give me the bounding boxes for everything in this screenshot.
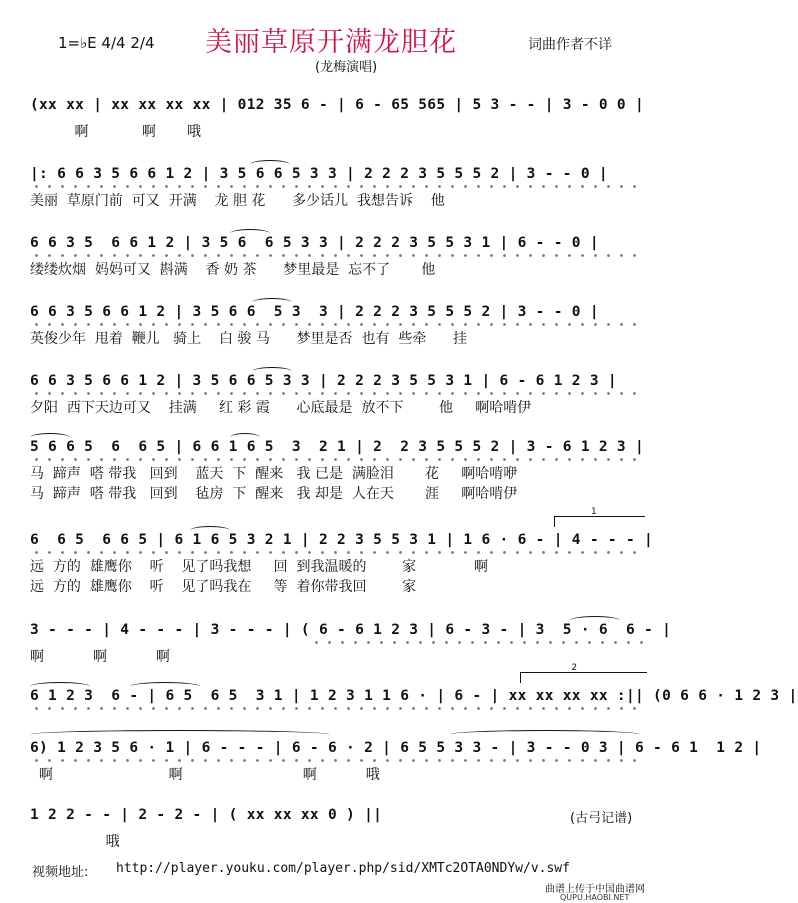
notation-line: 6 6 3 5 6 6 1 2 | 3 5 6 6 5 3 3 | 2 2 2 3 5 5 3 1 | 6 - 6 1 2 3 |	[30, 373, 617, 389]
tie-mark	[30, 730, 330, 739]
watermark-domain: QUPU.HAOBI.NET	[560, 893, 630, 902]
notation-line: 5 6 6 5 6 6 5 | 6 6 1 6 5 3 2 1 | 2 2 3 5 5 5 2 | 3 - 6 1 2 3 |	[30, 439, 645, 455]
lyric-line: 远 方的 雄鹰你 听 见了吗我想 回 到我温暖的 家 啊	[30, 559, 489, 575]
lyric-line: 缕缕炊烟 妈妈可又 斟满 香 奶 茶 梦里最是 忘不了 他	[30, 262, 436, 278]
octave-dots	[30, 184, 646, 189]
video-address-link[interactable]: http://player.youku.com/player.php/sid/XMTc2OTA0NDYw/v.swf	[116, 861, 570, 876]
notation-line: 1 2 2 - - | 2 - 2 - | ( xx xx xx 0 ) ||	[30, 807, 383, 823]
lyric-line: 夕阳 西下天边可又 挂满 红 彩 霞 心底最是 放不下 他 啊哈啃伊	[30, 400, 532, 416]
lyric-line: 远 方的 雄鹰你 听 见了吗我在 等 着你带我回 家	[30, 579, 417, 595]
octave-dots	[30, 391, 646, 396]
lyric-line: 美丽 草原门前 可又 开满 龙 胆 花 多少话儿 我想告诉 他	[30, 193, 445, 209]
lyric-line: 啊 啊 哦	[30, 124, 202, 140]
tie-mark	[450, 730, 640, 739]
song-title: 美丽草原开满龙胆花	[205, 27, 457, 58]
octave-dots	[30, 322, 646, 327]
video-address-label: 视频地址:	[32, 865, 89, 880]
lyric-line: 哦	[30, 834, 120, 850]
notation-line: 6 6 3 5 6 6 1 2 | 3 5 6 6 5 3 3 | 2 2 2 3 5 5 5 2 | 3 - - 0 |	[30, 304, 599, 320]
octave-dots	[30, 758, 646, 763]
notation-line: (xx xx | xx xx xx xx | 012 35 6 - | 6 - 65 565 | 5 3 - - | 3 - 0 0 |	[30, 97, 645, 113]
notation-line: 6 6 5 6 6 5 | 6 1 6 5 3 2 1 | 2 2 3 5 5 3 1 | 1 6 · 6 - | 4 - - - |	[30, 532, 654, 548]
notation-line: 6 1 2 3 6 - | 6 5 6 5 3 1 | 1 2 3 1 1 6 · | 6 - | xx xx xx xx :|| (0 6 6 · 1 2 3 |	[30, 688, 798, 704]
octave-dots	[30, 706, 646, 711]
notation-line: 3 - - - | 4 - - - | 3 - - - | ( 6 - 6 1 2 3 | 6 - 3 - | 3 5 · 6 6 - |	[30, 622, 672, 638]
notation-line: |: 6 6 3 5 6 6 1 2 | 3 5 6 6 5 3 3 | 2 2 2 3 5 5 5 2 | 3 - - 0 |	[30, 166, 608, 182]
notation-line: 6 6 3 5 6 6 1 2 | 3 5 6 6 5 3 3 | 2 2 2 3 5 5 3 1 | 6 - - 0 |	[30, 235, 599, 251]
octave-dots	[310, 640, 646, 645]
volta-bracket-2: 2	[520, 672, 647, 683]
lyric-line: 啊 啊 啊	[30, 649, 170, 665]
lyric-line: 英俊少年 甩着 鞭儿 骑上 白 骏 马 梦里是否 也有 些牵 挂	[30, 331, 468, 347]
volta-bracket-1: 1	[554, 516, 645, 527]
credit-text: 词曲作者不详	[528, 37, 612, 53]
key-signature: 1=♭E 4/4 2/4	[58, 34, 155, 52]
lyric-line: 马 蹄声 嗒 带我 回到 毡房 下 醒来 我 却是 人在天 涯 啊哈啃伊	[30, 486, 518, 502]
octave-dots	[30, 550, 646, 555]
octave-dots	[30, 457, 646, 462]
lyric-line: 马 蹄声 嗒 带我 回到 蓝天 下 醒来 我 已是 满脸泪 花 啊哈啃咿	[30, 466, 518, 482]
transcriber-note: (古弓记谱)	[570, 811, 633, 826]
notation-line: 6) 1 2 3 5 6 · 1 | 6 - - - | 6 - 6 · 2 | 6 5 5 3 3 - | 3 - - 0 3 | 6 - 6 1 1 2 |	[30, 740, 762, 756]
singer-text: (龙梅演唱)	[315, 60, 378, 75]
watermark-text: 曲谱上传于中国曲谱网	[545, 884, 645, 895]
octave-dots	[30, 253, 646, 258]
lyric-line: 啊 啊 啊 哦	[30, 767, 380, 783]
